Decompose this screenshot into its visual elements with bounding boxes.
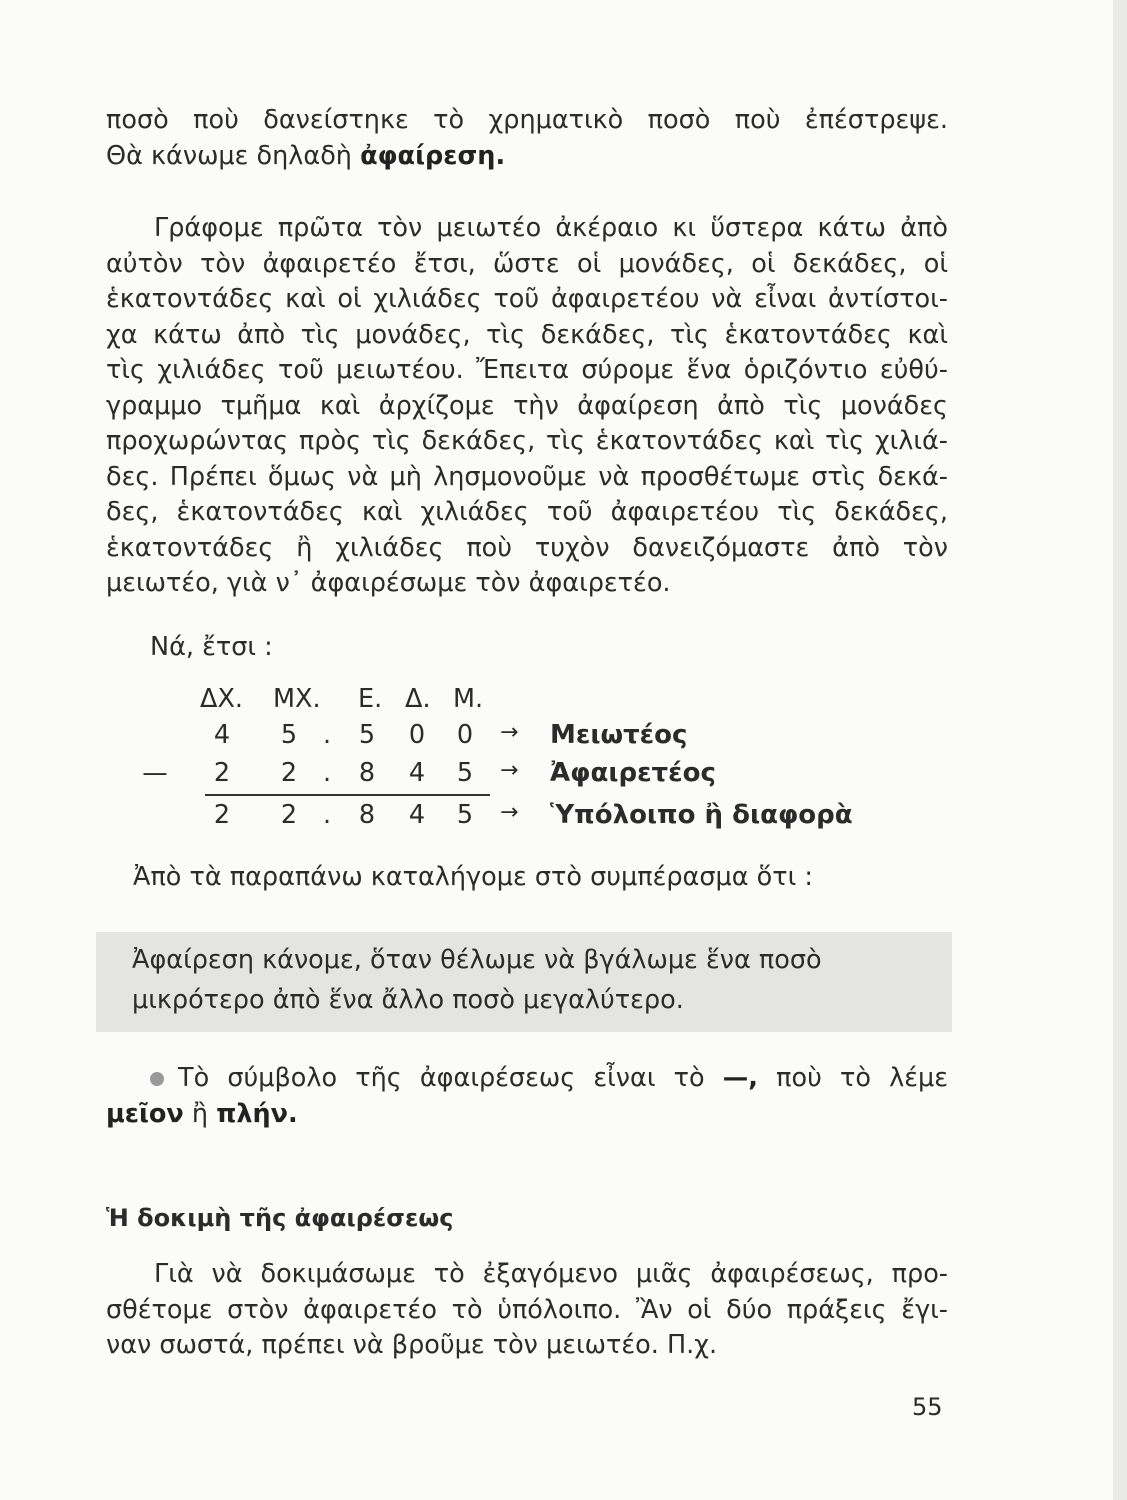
- bold-term: ἀφαίρεση.: [360, 140, 506, 171]
- text-line: σθέτομε στὸν ἀφαιρετέο τὸ ὑπόλοιπο. Ἂν οἱ δύο πράξεις ἔγι-: [106, 1294, 948, 1325]
- text-line: [106, 1060, 948, 1096]
- text-line: μικρότερο ἀπὸ ἕνα ἄλλο ποσὸ μεγαλύτερο.: [132, 985, 684, 1015]
- minus-symbol: —,: [722, 1063, 758, 1093]
- subtraction-rule: [205, 794, 490, 796]
- text-line: Ἀφαίρεση κάνομε, ὅταν θέλωμε νὰ βγάλωμε ἕνα ποσὸ: [132, 945, 822, 975]
- digit: 2: [280, 800, 298, 830]
- text-line: ναν σωστά, πρέπει νὰ βροῦμε τὸν μειωτέο. Π.χ.: [106, 1330, 718, 1360]
- digit: 8: [358, 800, 376, 830]
- text-line: [106, 139, 948, 175]
- arrow-icon: →: [500, 720, 519, 745]
- digit: 5: [280, 720, 298, 750]
- symbol-note: [106, 1060, 948, 1132]
- header-cell: Ε.: [358, 684, 383, 714]
- digit: .: [322, 720, 332, 750]
- header-cell: Δ.: [405, 684, 431, 714]
- difference-label: Ὑπόλοιπο ἢ διαφορὰ: [550, 800, 853, 830]
- text-span: Θὰ κάνωμε δηλαδὴ: [106, 140, 352, 171]
- text-line: μειωτέο, γιὰ ν᾿ ἀφαιρέσωμε τὸν ἀφαιρετέο.: [106, 568, 671, 598]
- text-line: ποσὸ ποὺ δανείστηκε τὸ χρηματικὸ ποσὸ ποὺ ἐπέστρεψε.: [106, 105, 948, 135]
- bullet-icon: [150, 1072, 164, 1086]
- text-span: Τὸ σύμβολο τῆς ἀφαιρέσεως εἶναι τὸ: [178, 1063, 705, 1093]
- paragraph-1: [106, 103, 948, 174]
- definition-text: [132, 940, 822, 1020]
- text-line: Γιὰ νὰ δοκιμάσωμε τὸ ἐξαγόμενο μιᾶς ἀφαιρέσεως, προ-: [154, 1259, 948, 1289]
- text-span: ποὺ τὸ λέμε: [776, 1063, 948, 1093]
- text-line: ἑκατοντάδες ἢ χιλιάδες ποὺ τυχὸν δανειζόμαστε ἀπὸ τὸν: [106, 532, 948, 563]
- conclusion-text: Ἀπὸ τὰ παραπάνω καταλήγομε στὸ συμπέρασμα ὅτι :: [133, 862, 813, 892]
- text-line: [106, 1096, 948, 1132]
- section-heading: Ἡ δοκιμὴ τῆς ἀφαιρέσεως: [106, 1204, 454, 1232]
- digit: 2: [213, 758, 231, 788]
- digit: 5: [456, 758, 474, 788]
- digit: 2: [213, 800, 231, 830]
- text-line: δες, ἑκατοντάδες καὶ χιλιάδες τοῦ ἀφαιρετέου τὶς δεκάδες,: [106, 497, 948, 527]
- bold-term: πλήν.: [216, 1099, 298, 1129]
- digit: 5: [456, 800, 474, 830]
- page-edge: [1113, 0, 1127, 1500]
- page-number: 55: [912, 1393, 943, 1421]
- header-cell: ΜΧ.: [273, 684, 321, 714]
- digit: 4: [213, 720, 231, 750]
- text-line: τὶς χιλιάδες τοῦ μειωτέου. Ἔπειτα σύρομε ἕνα ὁριζόντιο εὐθύ-: [106, 355, 948, 385]
- text-line: Γράφομε πρῶτα τὸν μειωτέο ἀκέραιο κι ὕστερα κάτω ἀπὸ: [154, 213, 948, 243]
- bold-term: μεῖον: [106, 1099, 184, 1129]
- arrow-icon: →: [500, 800, 519, 825]
- digit: 5: [358, 720, 376, 750]
- paragraph-2: [106, 211, 948, 602]
- text-line: δες. Πρέπει ὅμως νὰ μὴ λησμονοῦμε νὰ προσθέτωμε στὶς δεκά-: [106, 461, 948, 492]
- example-intro: Νά, ἔτσι :: [150, 632, 273, 662]
- definition-box: [96, 932, 952, 1032]
- digit: 4: [408, 800, 426, 830]
- paragraph-3: [106, 1257, 948, 1364]
- text-line: γραμμο τμῆμα καὶ ἀρχίζομε τὴν ἀφαίρεση ἀπὸ τὶς μονάδες: [106, 390, 948, 421]
- digit: 0: [456, 720, 474, 750]
- arrow-icon: →: [500, 758, 519, 783]
- text-line: χα κάτω ἀπὸ τὶς μονάδες, τὶς δεκάδες, τὶς ἑκατοντάδες καὶ: [106, 319, 948, 350]
- digit: 2: [280, 758, 298, 788]
- minus-sign: —: [142, 758, 168, 788]
- digit: 8: [358, 758, 376, 788]
- text-line: αὐτὸν τὸν ἀφαιρετέο ἔτσι, ὥστε οἱ μονάδες, οἱ δεκάδες, οἱ: [106, 248, 948, 279]
- header-cell: ΔΧ.: [200, 684, 244, 714]
- digit: 4: [408, 758, 426, 788]
- text-line: ἑκατοντάδες καὶ οἱ χιλιάδες τοῦ ἀφαιρετέου νὰ εἶναι ἀντίστοι-: [106, 284, 948, 314]
- header-cell: Μ.: [453, 684, 484, 714]
- text-span: ἢ: [191, 1099, 209, 1129]
- digit: .: [322, 800, 332, 830]
- digit: 0: [408, 720, 426, 750]
- subtrahend-label: Ἀφαιρετέος: [550, 758, 716, 788]
- digit: .: [322, 758, 332, 788]
- minuend-label: Μειωτέος: [550, 720, 688, 750]
- text-line: προχωρώντας πρὸς τὶς δεκάδες, τὶς ἑκατοντάδες καὶ τὶς χιλιά-: [106, 426, 948, 456]
